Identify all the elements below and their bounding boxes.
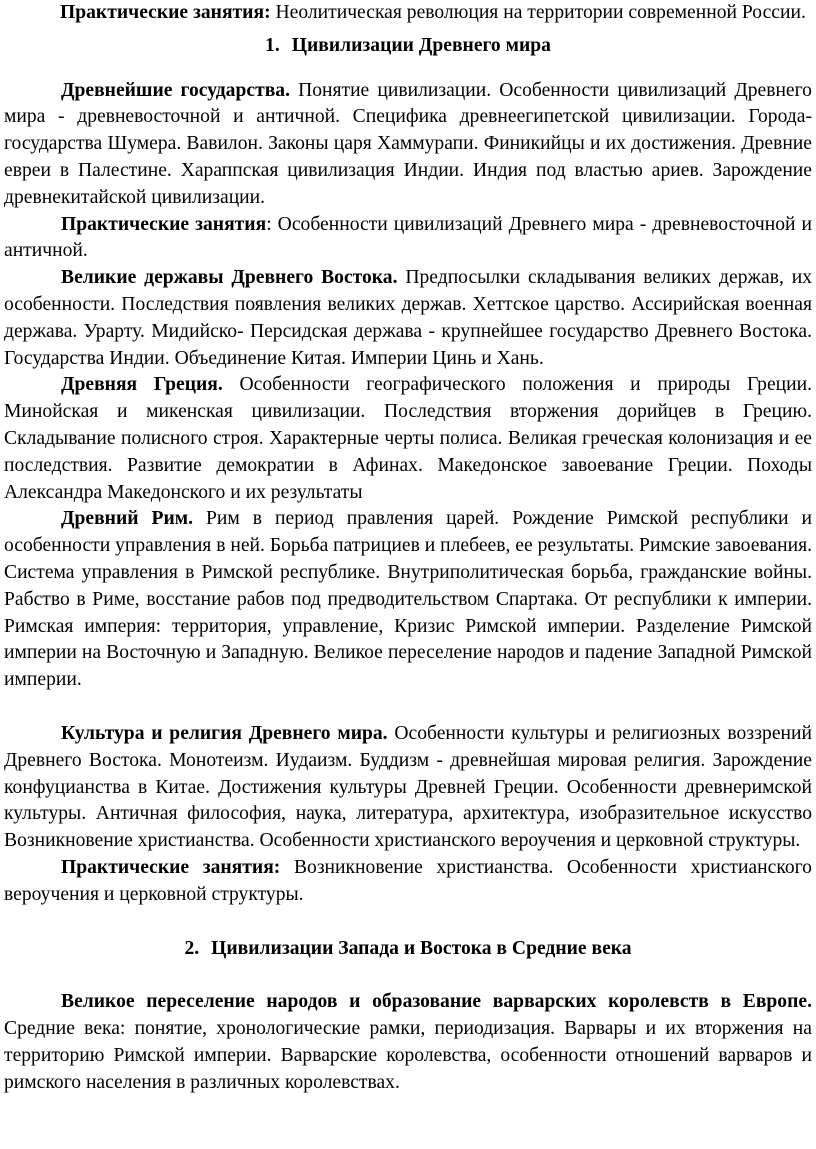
intro-label: Практические занятия:: [60, 2, 271, 23]
section-1-heading: [4, 33, 812, 60]
paragraph-text: Особенности культуры и религиозных воззрений Древнего Востока. Монотеизм. Иудаизм. Буддизм - древнейшая мировая религия. Зарождение конфуцианства в Китае. Достижения культуры Древней Греции. Особенности древнеримской культуры. Античная философия, наука, литература, архитектура, изобразительное искусство Возникновение христианства. Особенности христианского вероучения и церковной структуры.: [4, 722, 812, 852]
paragraph-great-powers: [4, 265, 812, 372]
paragraph-text: Особенности географического положения и природы Греции. Минойская и микенская цивилизации. Последствия вторжения дорийцев в Грецию. Складывание полисного строя. Характерные черты полиса. Великая греческая колонизация и ее последствия. Развитие демократии в Афинах. Македонское завоевание Греции. Походы Александра Македонского и их результаты: [4, 374, 812, 503]
paragraph-text: : Особенности цивилизаций Древнего мира - древневосточной и античной.: [4, 213, 812, 262]
paragraph-ancient-states: [4, 78, 812, 212]
section-1-number: 1.: [265, 34, 280, 56]
paragraph-great-migration: [4, 989, 812, 1096]
paragraph-text: Рим в период правления царей. Рождение Римской республики и особенности управления в ней. Борьба патрициев и плебеев, ее результаты. Римские завоевания. Система управления в Римской республике. Внутриполитическая борьба, гражданские войны. Рабство в Риме, восстание рабов под предводительством Спартака. От республики к империи. Римская империя: территория, управление, Кризис Римской империи. Разделение Римской империи на Восточную и Западную. Великое переселение народов и падение Западной Римской империи.: [4, 508, 812, 691]
section-1-title: Цивилизации Древнего мира: [291, 34, 551, 56]
paragraph-lead: Практические занятия: [61, 213, 267, 235]
paragraph-lead: Культура и религия Древнего мира.: [61, 722, 388, 744]
paragraph-lead: Практические занятия:: [61, 856, 281, 878]
paragraph-lead: Великие державы Древнего Востока.: [61, 267, 398, 289]
paragraph-text: Возникновение христианства. Особенности христианского вероучения и церковной структуры.: [4, 856, 812, 905]
document-page: [4, 0, 812, 1096]
intro-text: Неолитическая революция на территории современной России.: [270, 2, 806, 23]
paragraph-text: Понятие цивилизации. Особенности цивилизаций Древнего мира - древневосточной и античной. Специфика древнеегипетской цивилизации. Города-государства Шумера. Вавилон. Законы царя Хаммурапи. Финикийцы и их достижения. Древние евреи в Палестине. Хараппская цивилизация Индии. Индия под властью ариев. Зарождение древнекитайской цивилизации.: [4, 79, 812, 208]
section-2-heading: [4, 936, 812, 963]
paragraph-lead: Древняя Греция.: [61, 374, 223, 396]
paragraph-lead: Древний Рим.: [61, 508, 194, 530]
paragraph-ancient-greece: [4, 372, 812, 506]
paragraph-ancient-rome: [4, 506, 812, 694]
paragraph-lead: Древнейшие государства.: [61, 79, 290, 101]
paragraph-text: Предпосылки складывания великих держав, их особенности. Последствия появления великих держав. Хеттское царство. Ассирийская военная держава. Урарту. Мидийско- Персидская держава - крупнейшее государство Древнего Востока. Государства Индии. Объединение Китая. Империи Цинь и Хань.: [4, 267, 812, 369]
paragraph-culture-religion: [4, 721, 812, 855]
section-2-number: 2.: [184, 937, 200, 959]
section-2-title: Цивилизации Запада и Востока в Средние века: [211, 937, 632, 959]
paragraph-lead: Великое переселение народов и образование варварских королевств в Европе.: [61, 991, 812, 1013]
paragraph-practical-1: [4, 212, 812, 266]
intro-paragraph: [4, 0, 812, 27]
paragraph-practical-2: [4, 855, 812, 909]
paragraph-text: Средние века: понятие, хронологические рамки, периодизация. Варвары и их вторжения на территорию Римской империи. Варварские королевства, особенности отношений варваров и римского населения в различных королевствах.: [4, 1018, 812, 1093]
